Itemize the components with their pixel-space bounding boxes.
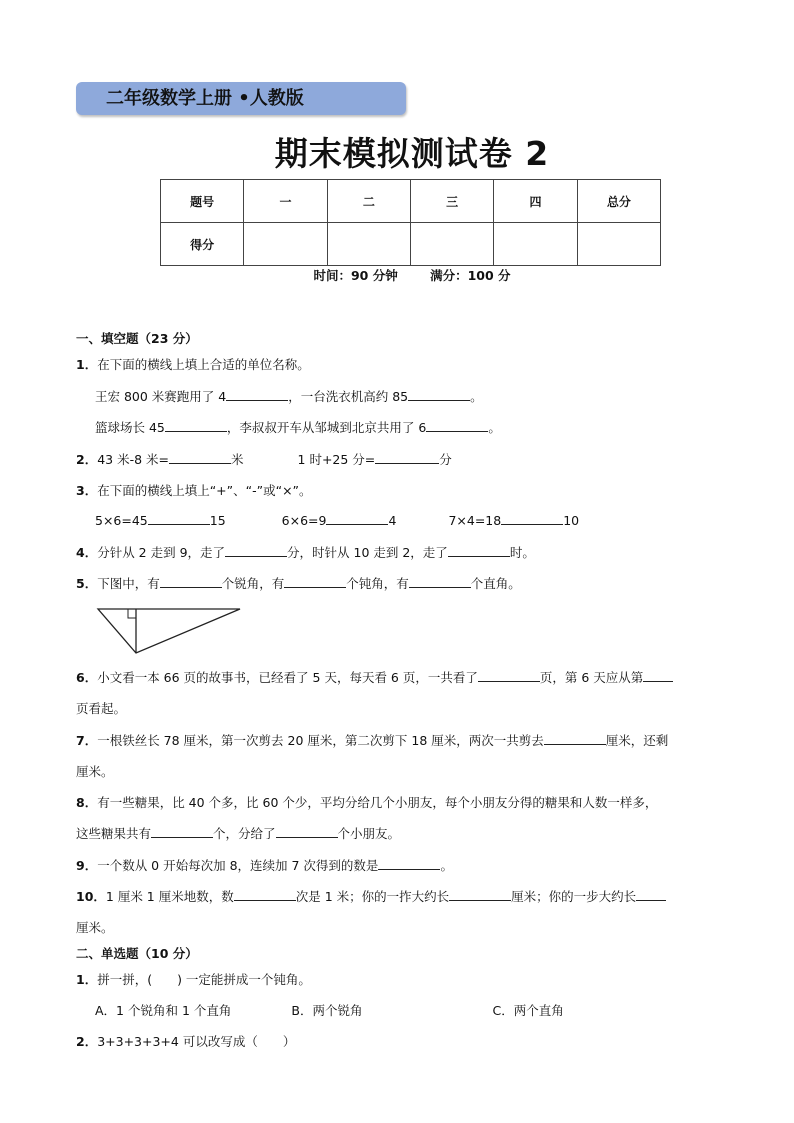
answer-blank[interactable] [326, 512, 388, 525]
text: 个，分给了 [213, 826, 276, 841]
answer-blank[interactable] [636, 888, 666, 901]
answer-blank[interactable] [375, 451, 439, 464]
answer-blank[interactable] [643, 669, 673, 682]
text: 5×6=45 [95, 513, 148, 528]
answer-blank[interactable] [151, 825, 213, 838]
question-10-cont: 厘米。 [76, 920, 114, 935]
question-number: 6． [76, 670, 98, 685]
table-cell: 一 [244, 180, 327, 223]
question-number: 7． [76, 733, 98, 748]
score-cell[interactable] [244, 223, 327, 266]
table-cell: 总分 [577, 180, 660, 223]
question-3-items [95, 512, 579, 528]
text: ，一台洗衣机高约 85 [288, 389, 409, 404]
text: 页，第 6 天应从第 [539, 670, 644, 685]
option-a[interactable]: A．1 个锐角和 1 个直角 [95, 1003, 232, 1018]
question-2 [76, 450, 452, 468]
question-3 [76, 481, 312, 499]
text: 这些糖果共有 [76, 826, 152, 841]
mc-question-1-options [95, 1001, 564, 1019]
answer-blank[interactable] [276, 825, 338, 838]
answer-blank[interactable] [408, 388, 470, 401]
question-text: 3+3+3+3+4 可以改写成（ ） [97, 1034, 296, 1049]
text: 个直角。 [470, 576, 521, 591]
page-title: 期末模拟测试卷 2 [274, 134, 550, 173]
answer-blank[interactable] [169, 451, 231, 464]
text: 。 [440, 858, 453, 873]
text: ，李叔叔开车从邹城到北京共用了 6 [226, 420, 427, 435]
triangle-shape [98, 609, 240, 653]
section-heading: 二、单选题（10 分） [76, 946, 198, 961]
text: 15 [209, 513, 226, 528]
question-6-cont: 页看起。 [76, 701, 127, 716]
answer-blank[interactable] [160, 575, 222, 588]
text: 王宏 800 米赛跑用了 4 [95, 389, 227, 404]
score-cell[interactable] [577, 223, 660, 266]
text: 4 [388, 513, 397, 528]
text: 一个数从 0 开始每次加 8，连续加 7 次得到的数是 [97, 858, 379, 873]
text: 个小朋友。 [337, 826, 401, 841]
exam-meta [0, 266, 794, 284]
full-score: 满分：100 分 [430, 268, 511, 283]
table-cell: 题号 [161, 180, 244, 223]
text: 6×6=9 [281, 513, 327, 528]
question-text: 拼一拼，( ) 一定能拼成一个钝角。 [97, 972, 311, 987]
question-text: 在下面的横线上填上合适的单位名称。 [97, 357, 310, 372]
question-4 [76, 543, 535, 561]
question-8 [76, 793, 657, 811]
right-angle-mark [128, 609, 136, 618]
text: 个锐角，有 [221, 576, 285, 591]
table-row [161, 180, 661, 223]
question-7 [76, 731, 668, 749]
question-10 [76, 887, 666, 905]
section-heading: 一、填空题（23 分） [76, 331, 198, 346]
text: 43 米-8 米= [97, 452, 169, 467]
text: 下图中，有 [97, 576, 160, 591]
question-5 [76, 574, 521, 592]
score-cell[interactable] [494, 223, 577, 266]
text: 1 时+25 分= [297, 452, 376, 467]
question-1 [76, 355, 310, 373]
text: 10 [563, 513, 580, 528]
mc-question-2 [76, 1032, 295, 1050]
question-number: 9． [76, 858, 98, 873]
question-1-line-b [95, 418, 501, 436]
text: 米 [231, 452, 244, 467]
score-table [160, 179, 661, 266]
question-9 [76, 856, 453, 874]
score-cell[interactable] [327, 223, 410, 266]
answer-blank[interactable] [409, 575, 471, 588]
answer-blank[interactable] [501, 512, 563, 525]
answer-blank[interactable] [234, 888, 296, 901]
score-cell[interactable] [410, 223, 493, 266]
question-number: 1． [76, 357, 98, 372]
table-cell: 三 [410, 180, 493, 223]
text: 厘米；你的一步大约长 [511, 889, 637, 904]
question-number: 1． [76, 972, 98, 987]
text: 分，时针从 10 走到 2，走了 [287, 545, 448, 560]
question-number: 3． [76, 483, 98, 498]
table-row [161, 223, 661, 266]
question-number: 5． [76, 576, 98, 591]
time-limit: 时间：90 分钟 [313, 268, 398, 283]
text: 。 [470, 389, 483, 404]
option-b[interactable]: B．两个锐角 [291, 1003, 363, 1018]
text: 个钝角，有 [346, 576, 409, 591]
answer-blank[interactable] [378, 857, 440, 870]
answer-blank[interactable] [544, 732, 606, 745]
answer-blank[interactable] [426, 419, 488, 432]
angle-figure [96, 606, 246, 656]
text: 次是 1 米；你的一拃大约长 [295, 889, 450, 904]
text: 分针从 2 走到 9，走了 [97, 545, 226, 560]
question-1-line-a [95, 387, 483, 405]
text: 篮球场长 45 [95, 420, 165, 435]
text: 小文看一本 66 页的故事书，已经看了 5 天，每天看 6 页，一共看了 [97, 670, 478, 685]
answer-blank[interactable] [148, 512, 210, 525]
table-cell: 二 [327, 180, 410, 223]
question-number: 10． [76, 889, 106, 904]
table-cell: 四 [494, 180, 577, 223]
text: 。 [488, 420, 501, 435]
answer-blank[interactable] [449, 888, 511, 901]
question-text: 在下面的横线上填上“+”、“-”或“×”。 [97, 483, 312, 498]
table-cell: 得分 [161, 223, 244, 266]
text: 一根铁丝长 78 厘米，第一次剪去 20 厘米，第二次剪下 18 厘米，两次一共剪去 [97, 733, 544, 748]
answer-blank[interactable] [225, 544, 287, 557]
text: 7×4=18 [448, 513, 502, 528]
option-c[interactable]: C．两个直角 [492, 1003, 564, 1018]
answer-blank[interactable] [448, 544, 510, 557]
question-number: 4． [76, 545, 98, 560]
text: 1 厘米 1 厘米地数，数 [105, 889, 234, 904]
grade-banner: 二年级数学上册 •人教版 [76, 82, 406, 115]
text: 时。 [509, 545, 535, 560]
text: 分 [439, 452, 452, 467]
text: 厘米，还剩 [605, 733, 669, 748]
question-6 [76, 668, 673, 686]
question-number: 2． [76, 1034, 98, 1049]
answer-blank[interactable] [226, 388, 288, 401]
question-number: 2． [76, 452, 98, 467]
question-7-cont: 厘米。 [76, 764, 114, 779]
mc-question-1 [76, 970, 311, 988]
text: 有一些糖果，比 40 个多，比 60 个少，平均分给几个小朋友，每个小朋友分得的糖果和人数一样多， [97, 795, 658, 810]
question-8-cont [76, 824, 400, 842]
answer-blank[interactable] [284, 575, 346, 588]
answer-blank[interactable] [165, 419, 227, 432]
question-number: 8． [76, 795, 98, 810]
answer-blank[interactable] [478, 669, 540, 682]
